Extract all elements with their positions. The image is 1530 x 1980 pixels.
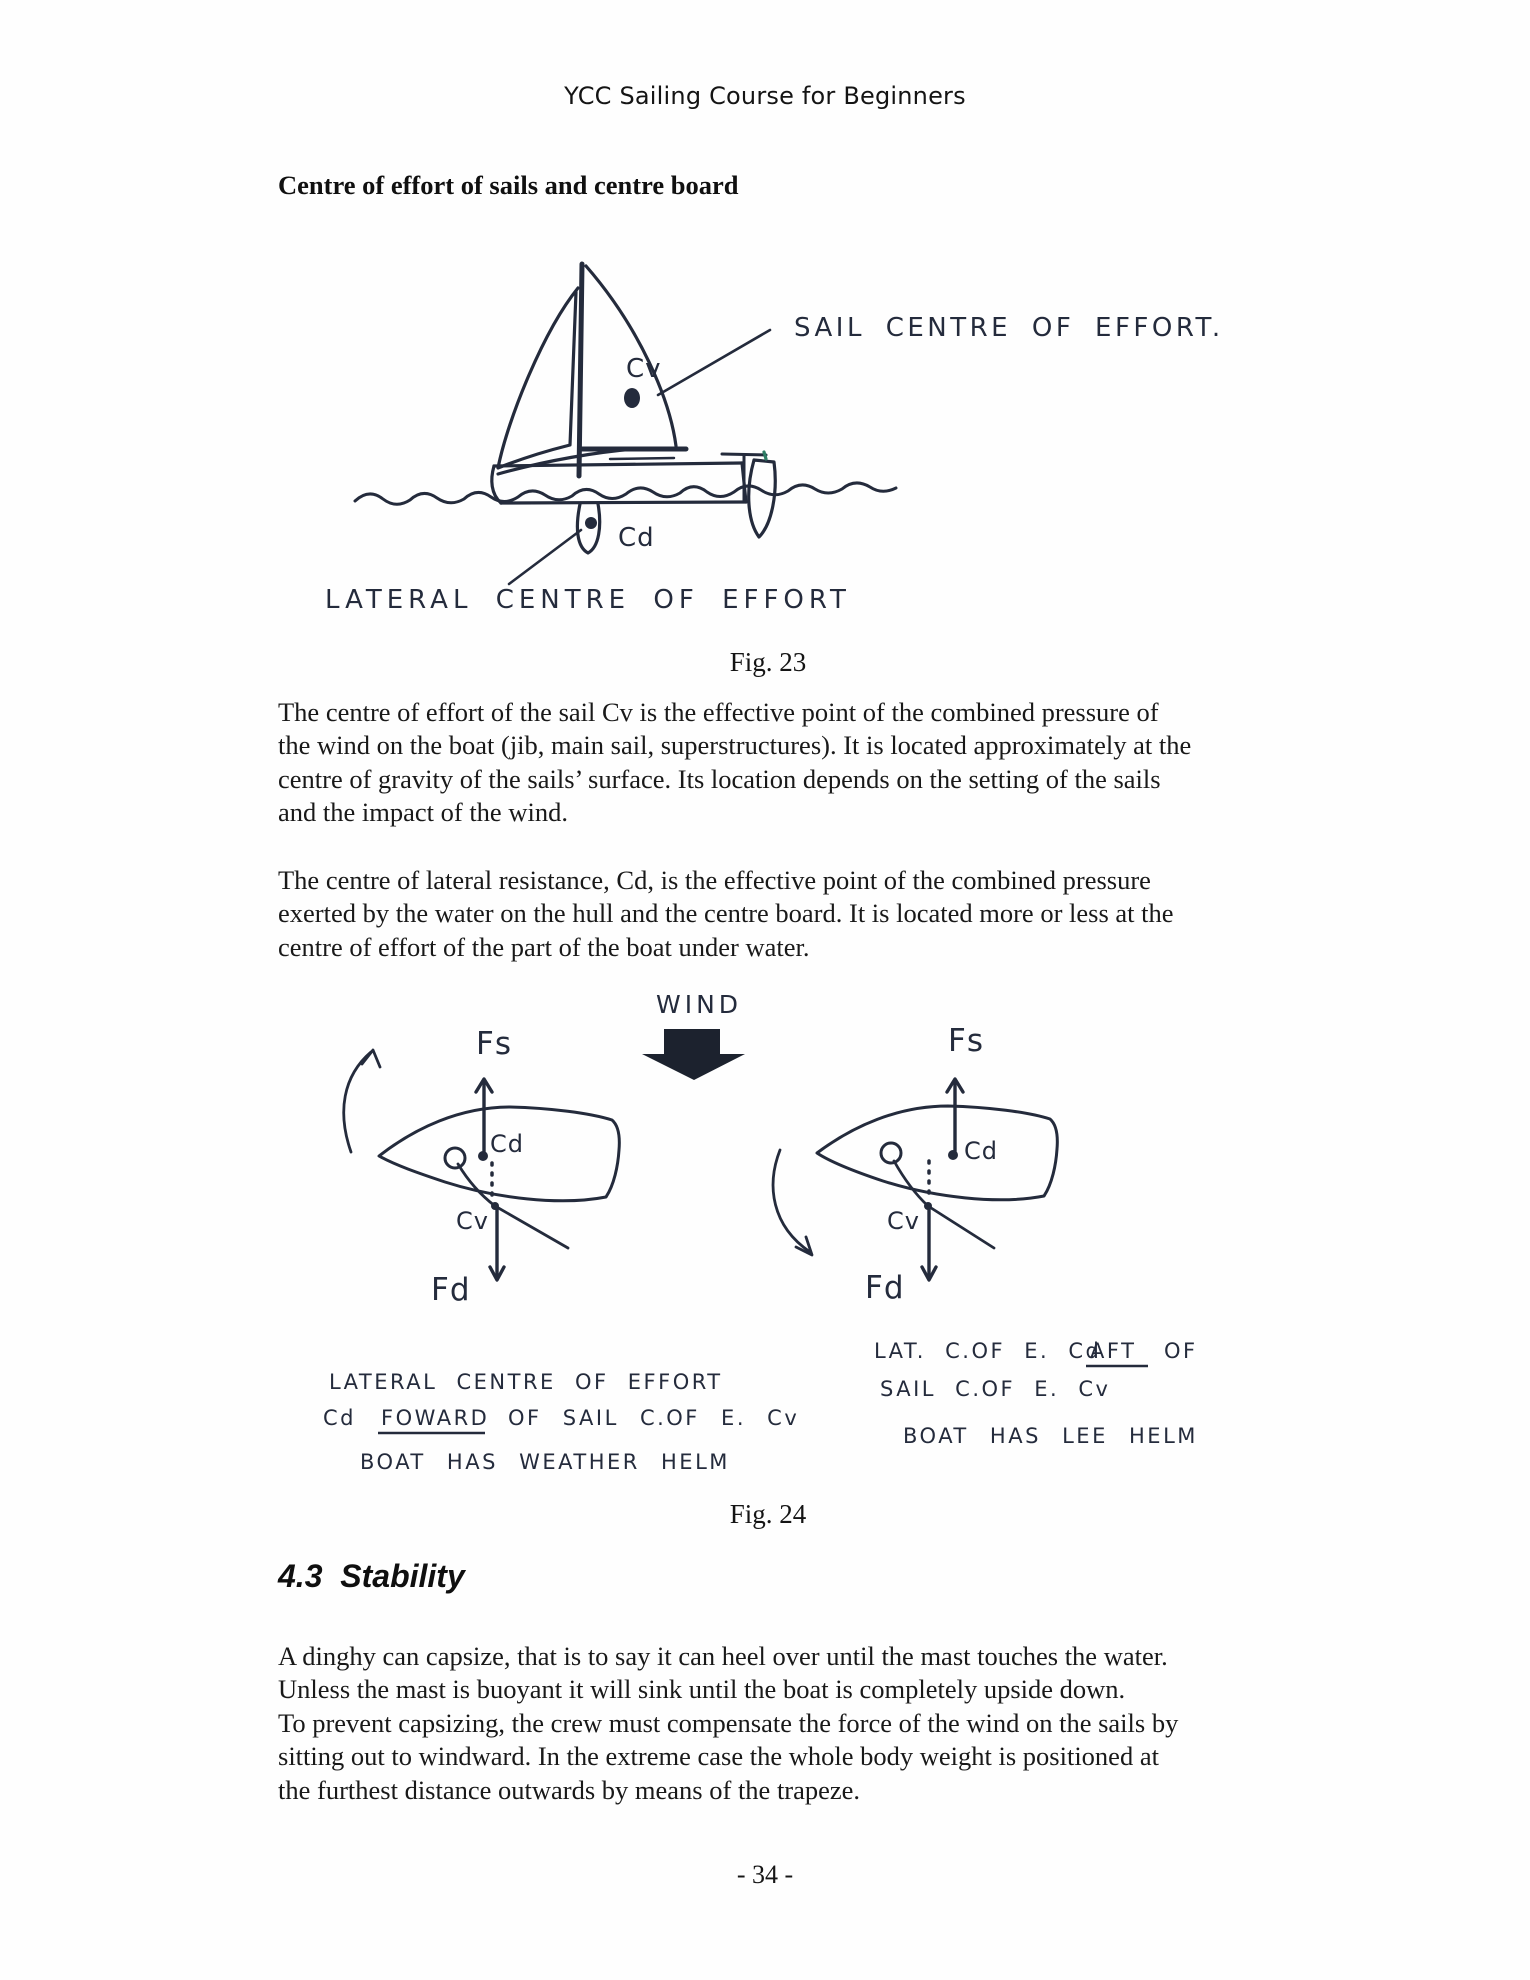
fig24-caption: Fig. 24 — [729, 1499, 807, 1529]
paragraph-1 — [278, 696, 1191, 830]
left-caption-line2-rest: OF SAIL C.OF E. Cv — [508, 1406, 800, 1430]
cd-point — [478, 1151, 488, 1161]
text-line: To prevent capsizing, the crew must compensate the force of the wind on the sails by — [278, 1707, 1179, 1738]
page-header: YCC Sailing Course for Beginners — [564, 82, 966, 110]
wind-arrow-icon — [642, 1029, 745, 1080]
mast-point — [445, 1148, 465, 1168]
fig23-cd-label: Cd — [618, 523, 655, 553]
right-caption-line1-of: OF — [1164, 1339, 1198, 1363]
cv-point — [624, 388, 640, 408]
fig23-caption: Fig. 23 — [729, 647, 807, 677]
subsection-heading: 4.3 Stability — [278, 1558, 465, 1594]
cd-point — [585, 517, 597, 529]
turn-arrow-ccw — [344, 1052, 371, 1152]
text-line: centre of effort of the part of the boat under water. — [278, 931, 810, 962]
text-line: sitting out to windward. In the extreme case the whole body weight is positioned at — [278, 1741, 1159, 1772]
fig23-lateral-centre-label: LATERAL CENTRE OF EFFORT — [325, 585, 851, 615]
paragraph-2 — [278, 864, 1174, 964]
turn-arrow-cw — [773, 1150, 810, 1252]
left-fs-label: Fs — [476, 1026, 512, 1062]
paragraph-3 — [278, 1640, 1178, 1807]
mast-point — [881, 1143, 901, 1163]
sail-force-diagonal — [495, 1206, 568, 1248]
cd-point — [948, 1150, 958, 1160]
centre-board — [577, 504, 599, 553]
section-heading: Centre of effort of sails and centre board — [278, 170, 739, 200]
jib-sail — [498, 288, 578, 468]
fig23-sail-centre-label: SAIL CENTRE OF EFFORT. — [794, 313, 1224, 343]
left-caption-line2-cd: Cd — [323, 1406, 356, 1430]
leader-line-lateral-centre — [509, 530, 581, 584]
text-line: The centre of lateral resistance, Cd, is the effective point of the combined pressure — [278, 865, 1151, 895]
leader-line-sail-centre — [658, 330, 770, 395]
page-number: - 34 - — [736, 1860, 794, 1889]
right-fs-label: Fs — [948, 1023, 984, 1059]
mast-to-cv-curve — [458, 1164, 495, 1206]
text-line: the furthest distance outwards by means of the trapeze. — [278, 1774, 861, 1805]
mast — [579, 264, 582, 476]
left-fd-label: Fd — [431, 1272, 471, 1308]
text-line: and the impact of the wind. — [278, 797, 568, 828]
text-line: the wind on the boat (jib, main sail, superstructures). It is located approximately at the — [278, 730, 1192, 761]
left-cd-label: Cd — [490, 1130, 524, 1158]
right-boat-group — [773, 1079, 1057, 1280]
mast-to-cv-curve — [894, 1161, 928, 1206]
right-cd-label: Cd — [964, 1137, 998, 1165]
left-cv-label: Cv — [456, 1207, 489, 1235]
fig24-helm-diagram — [300, 980, 1260, 1480]
right-caption-line1-pre: LAT. C.OF E. Cd — [874, 1339, 1102, 1363]
hull-outline — [817, 1106, 1057, 1200]
wind-label: WIND — [656, 990, 743, 1019]
fig23-sailboat-drawing — [250, 200, 1250, 645]
sail-force-diagonal — [928, 1206, 994, 1248]
text-line: centre of gravity of the sails’ surface. Its location depends on the setting of the sails — [278, 763, 1161, 794]
text-line: A dinghy can capsize, that is to say it can heel over until the mast touches the water. — [278, 1641, 1168, 1671]
right-caption-line1-aft: AFT — [1090, 1339, 1137, 1363]
left-caption-line3: BOAT HAS WEATHER HELM — [360, 1450, 730, 1474]
left-boat-group — [344, 1050, 620, 1280]
left-caption-line2-foward: FOWARD — [381, 1406, 490, 1430]
text-line: The centre of effort of the sail Cv is the effective point of the combined pressure of — [278, 697, 1159, 727]
right-cv-label: Cv — [887, 1207, 920, 1235]
left-caption-line1: LATERAL CENTRE OF EFFORT — [329, 1370, 723, 1394]
right-caption-line3: BOAT HAS LEE HELM — [903, 1424, 1198, 1448]
text-line: Unless the mast is buoyant it will sink until the boat is completely upside down. — [278, 1674, 1126, 1705]
right-fd-label: Fd — [865, 1270, 905, 1306]
fig23-cv-label: Cv — [626, 354, 662, 384]
text-line: exerted by the water on the hull and the centre board. It is located more or less at the — [278, 898, 1174, 929]
right-caption-line2: SAIL C.OF E. Cv — [880, 1377, 1111, 1401]
